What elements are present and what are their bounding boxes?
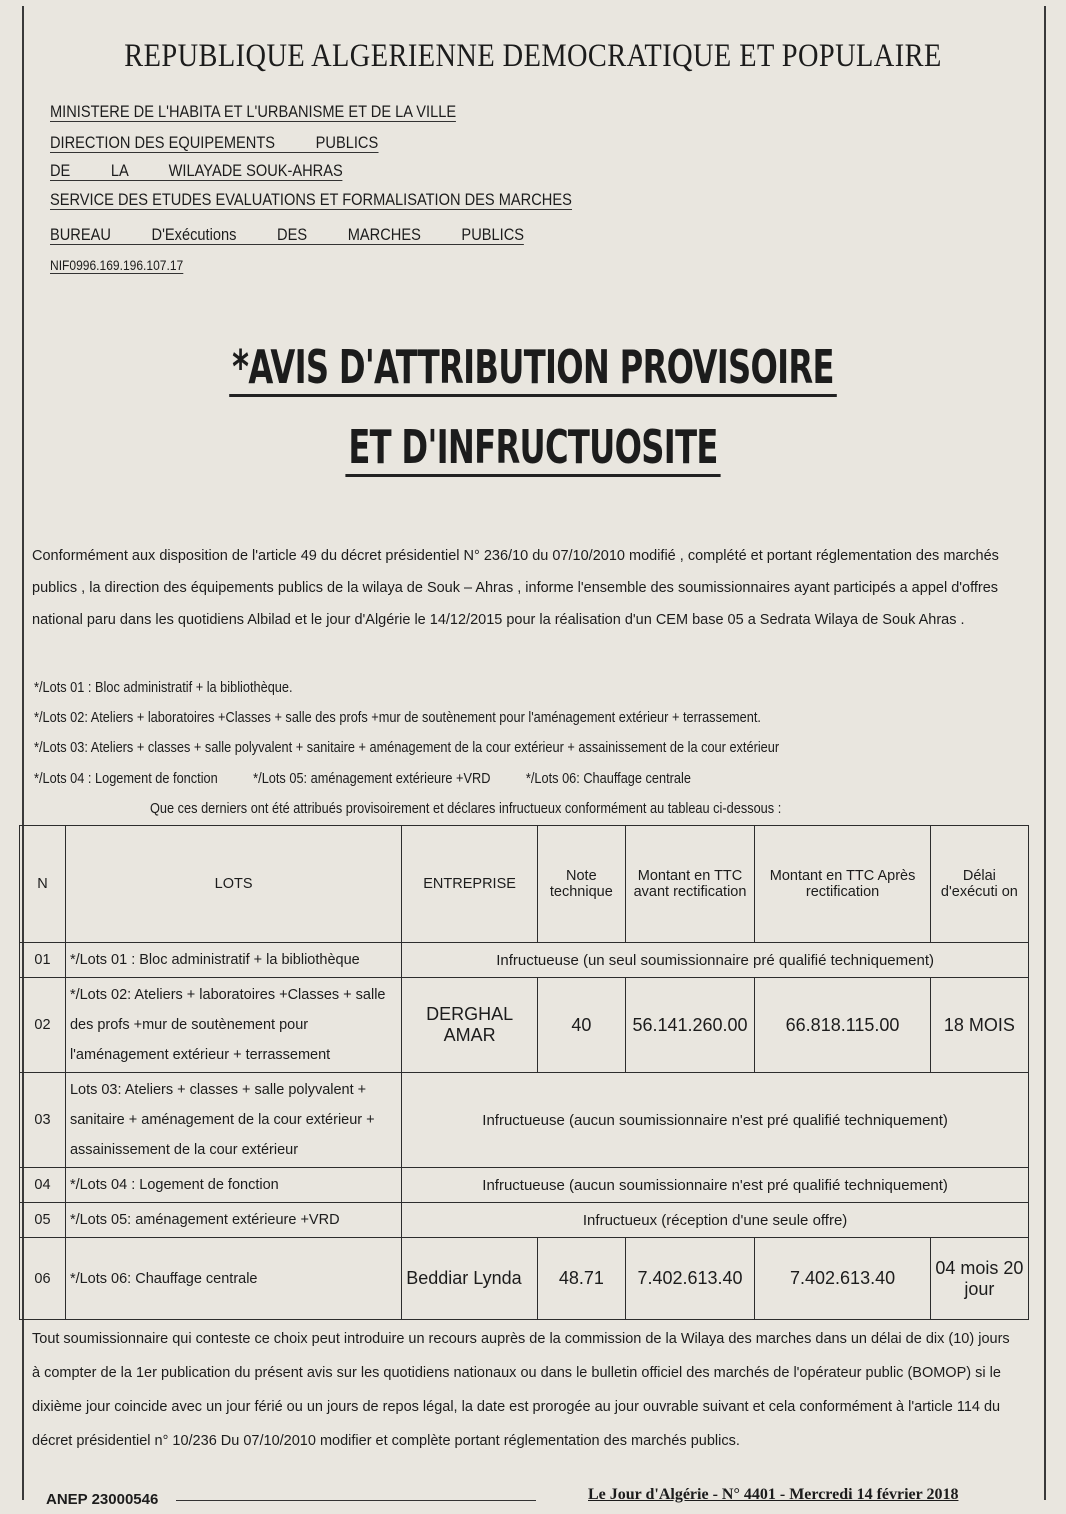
table-header-row (20, 826, 1029, 943)
row-delai: 04 mois 20 jour (930, 1238, 1028, 1320)
col-entreprise: ENTREPRISE (402, 826, 538, 943)
col-n: N (20, 826, 66, 943)
lot-line-3: */Lots 03: Ateliers + classes + salle polyvalent + sanitaire + aménagement de la cour extérieur + assainissement de la cour extérieur (34, 740, 780, 756)
footer-rule (176, 1500, 536, 1501)
header-nif: NIF0996.169.196.107.17 (50, 257, 184, 273)
row-lot: */Lots 02: Ateliers + laboratoires +Classes + salle des profs +mur de soutènement pour l'aménagement extérieur + terrassement (65, 978, 401, 1073)
row-lot: Lots 03: Ateliers + classes + salle polyvalent + sanitaire + aménagement de la cour extérieur + assainissement de la cour extérieur (65, 1073, 401, 1168)
recourse-paragraph: Tout soumissionnaire qui conteste ce choix peut introduire un recours auprès de la commission de la Wilaya des marches dans un délai de dix (10) jours à compter de la 1er publication du présent avis sur les quotidiens nationaux ou dans le bulletin officiel des marchés de l'opérateur public (BOMOP) si le dixième jour coincide avec un jour férié ou un jours de repos légal, la date est prorogée au jour ouvrable suivant et cela conformément à l'article 114 du décret présidentiel n° 10/236 Du 07/10/2010 modifier et complète portant réglementation des marchés publics. (32, 1331, 1010, 1449)
col-delai: Délai d'exécuti on (930, 826, 1028, 943)
header-ministry: MINISTERE DE L'HABITA ET L'URBANISME ET DE LA VILLE (50, 102, 457, 121)
notice-title-line2: ET D'INFRUCTUOSITE (160, 420, 906, 474)
table-row (20, 1203, 1029, 1238)
header-bureau: BUREAU D'Exécutions DES MARCHES PUBLICS (50, 225, 525, 244)
row-note: 48.71 (537, 1238, 625, 1320)
table-row (20, 1073, 1029, 1168)
row-status: Infructueuse (aucun soumissionnaire n'est pré qualifié techniquement) (402, 1168, 1029, 1203)
row-n: 06 (20, 1238, 66, 1320)
row-lot: */Lots 04 : Logement de fonction (65, 1168, 401, 1203)
table-row (20, 943, 1029, 978)
row-status: Infructueuse (aucun soumissionnaire n'est pré qualifié techniquement) (402, 1073, 1029, 1168)
row-montant-apres: 7.402.613.40 (755, 1238, 930, 1320)
row-lot: */Lots 06: Chauffage centrale (65, 1238, 401, 1320)
table-row (20, 1238, 1029, 1320)
col-montant-avant: Montant en TTC avant rectification (625, 826, 755, 943)
row-n: 01 (20, 943, 66, 978)
anep-reference: ANEP 23000546 (46, 1491, 159, 1508)
row-n: 05 (20, 1203, 66, 1238)
row-status: Infructueux (réception d'une seule offre) (402, 1203, 1029, 1238)
row-n: 02 (20, 978, 66, 1073)
attribution-table (19, 825, 1029, 1320)
row-montant-avant: 7.402.613.40 (625, 1238, 755, 1320)
table-row (20, 1168, 1029, 1203)
notice-title-line1: *AVIS D'ATTRIBUTION PROVISOIRE (160, 340, 906, 394)
row-delai: 18 MOIS (930, 978, 1028, 1073)
lot-line-4-6: */Lots 04 : Logement de fonction */Lots 05: aménagement extérieure +VRD */Lots 06: Chauffage centrale (34, 771, 691, 787)
row-lot: */Lots 05: aménagement extérieure +VRD (65, 1203, 401, 1238)
header-service: SERVICE DES ETUDES EVALUATIONS ET FORMALISATION DES MARCHES (50, 190, 572, 209)
row-status: Infructueuse (un seul soumissionnaire pré qualifié techniquement) (402, 943, 1029, 978)
row-note: 40 (537, 978, 625, 1073)
publication-line: Le Jour d'Algérie - N° 4401 - Mercredi 14 février 2018 (588, 1486, 959, 1503)
row-n: 03 (20, 1073, 66, 1168)
lot-line-2: */Lots 02: Ateliers + laboratoires +Classes + salle des profs +mur de soutènement pour l'aménagement extérieur + terrassement. (34, 710, 761, 726)
lot-line-1: */Lots 01 : Bloc administratif + la bibliothèque. (34, 680, 293, 696)
row-montant-apres: 66.818.115.00 (755, 978, 930, 1073)
header-direction: DIRECTION DES EQUIPEMENTS PUBLICS (50, 133, 379, 152)
col-lots: LOTS (65, 826, 401, 943)
intro-paragraph: Conformément aux disposition de l'article 49 du décret présidentiel N° 236/10 du 07/10/2010 modifié , complété et portant réglementation des marchés publics , la direction des équipements publics de la wilaya de Souk – Ahras , informe l'ensemble des soumissionnaires ayant participés a appel d'offres national paru dans les quotidiens Albilad et le jour d'Algérie le 14/12/2015 pour la réalisation d'un CEM base 05 a Sedrata Wilaya de Souk Ahras . (32, 548, 999, 628)
header-wilaya: DE LA WILAYADE SOUK-AHRAS (50, 161, 343, 180)
col-montant-apres: Montant en TTC Après rectification (755, 826, 930, 943)
row-entreprise: DERGHAL AMAR (402, 978, 538, 1073)
table-intro: Que ces derniers ont été attribués provisoirement et déclares infructueux conformément au tableau ci-dessous : (150, 801, 782, 817)
table-row (20, 978, 1029, 1073)
republic-title: REPUBLIQUE ALGERIENNE DEMOCRATIQUE ET POPULAIRE (124, 38, 942, 74)
col-note: Note technique (537, 826, 625, 943)
row-n: 04 (20, 1168, 66, 1203)
row-montant-avant: 56.141.260.00 (625, 978, 755, 1073)
row-entreprise: Beddiar Lynda (402, 1238, 538, 1320)
row-lot: */Lots 01 : Bloc administratif + la bibliothèque (65, 943, 401, 978)
